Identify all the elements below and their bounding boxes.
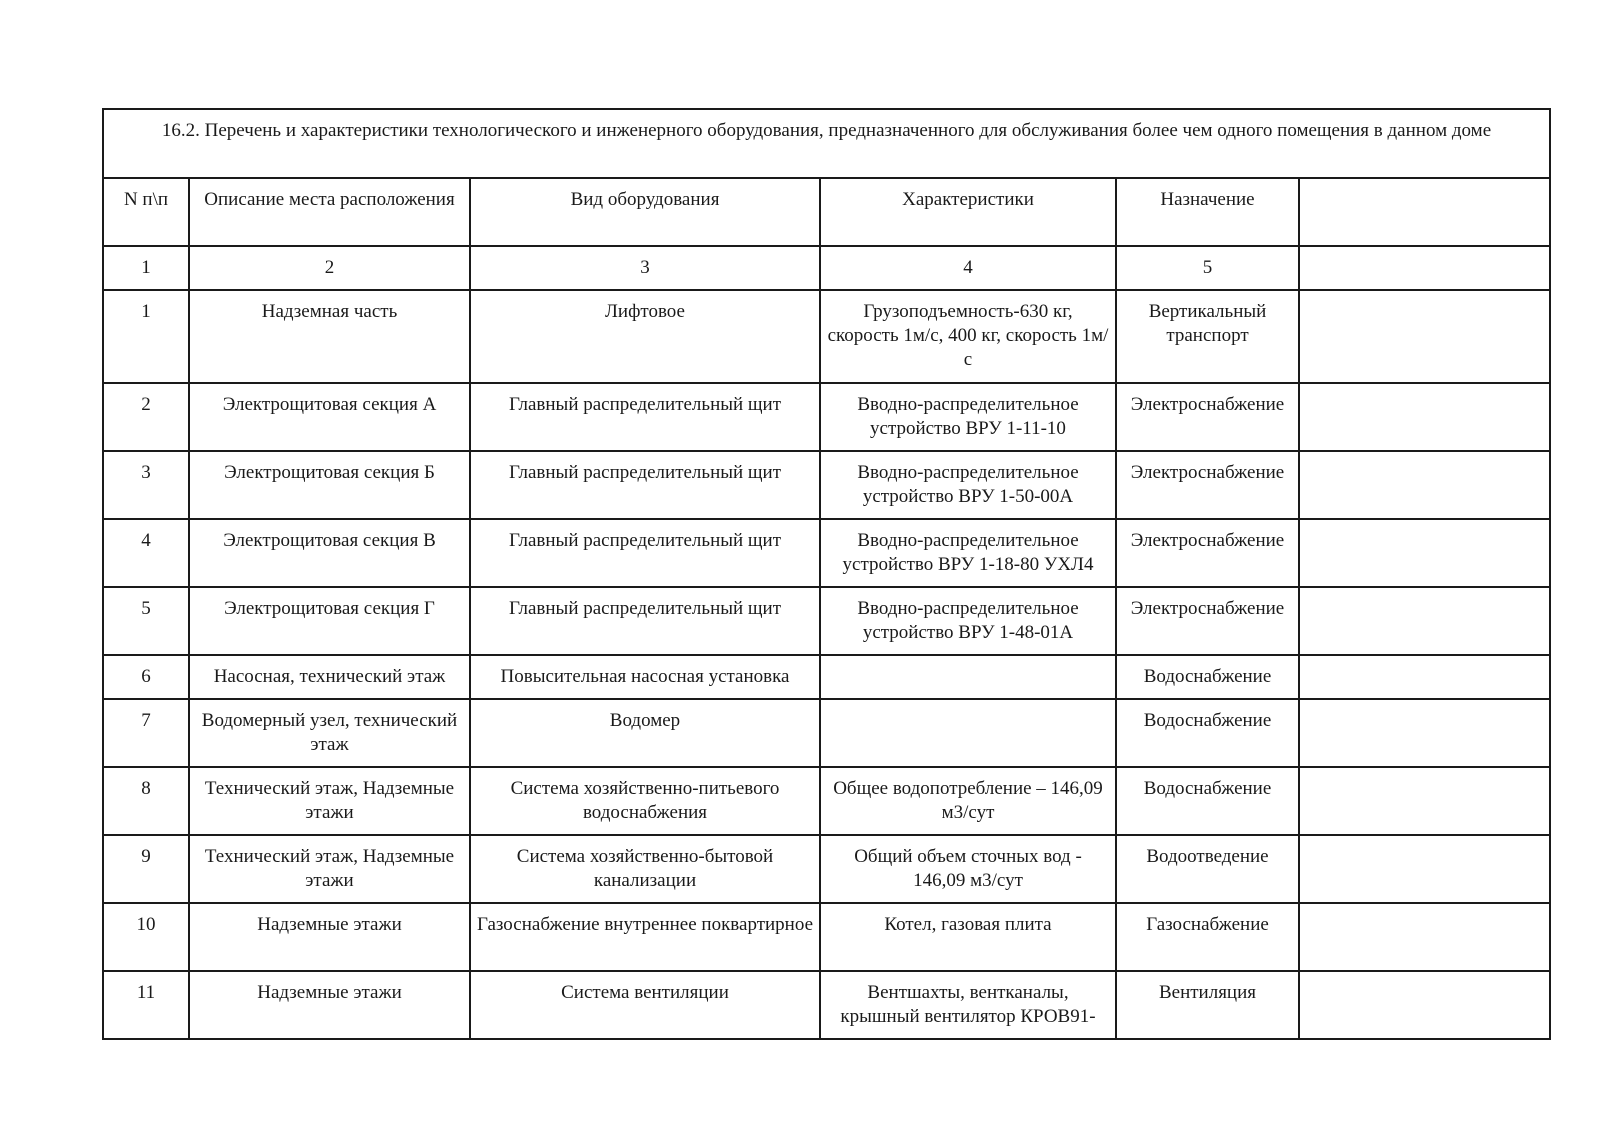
row-equipment: Повысительная насосная установка xyxy=(470,655,820,699)
row-number: 5 xyxy=(103,587,189,655)
row-purpose: Электроснабжение xyxy=(1116,519,1299,587)
row-equipment: Лифтовое xyxy=(470,290,820,383)
column-number: 1 xyxy=(103,246,189,290)
row-extra xyxy=(1299,971,1550,1039)
column-numbers-row xyxy=(103,246,1550,290)
table-title: 16.2. Перечень и характеристики технологического и инженерного оборудования, предназначенного для обслуживания более чем одного помещения в данном доме xyxy=(103,109,1550,178)
header-location: Описание места расположения xyxy=(189,178,470,246)
row-extra xyxy=(1299,587,1550,655)
equipment-table xyxy=(102,108,1551,1040)
row-number: 11 xyxy=(103,971,189,1039)
row-equipment: Газоснабжение внутреннее поквартирное xyxy=(470,903,820,971)
row-purpose: Водоснабжение xyxy=(1116,655,1299,699)
row-equipment: Главный распределительный щит xyxy=(470,451,820,519)
table-title-row xyxy=(103,109,1550,178)
table-row xyxy=(103,383,1550,451)
row-characteristics: Вводно-распределительное устройство ВРУ 1-50-00А xyxy=(820,451,1116,519)
row-purpose: Вертикальный транспорт xyxy=(1116,290,1299,383)
row-extra xyxy=(1299,903,1550,971)
row-equipment: Главный распределительный щит xyxy=(470,383,820,451)
table-row xyxy=(103,767,1550,835)
row-location: Электрощитовая секция Г xyxy=(189,587,470,655)
row-number: 3 xyxy=(103,451,189,519)
row-characteristics xyxy=(820,655,1116,699)
row-equipment: Главный распределительный щит xyxy=(470,519,820,587)
row-location: Водомерный узел, технический этаж xyxy=(189,699,470,767)
table-row xyxy=(103,587,1550,655)
row-characteristics: Котел, газовая плита xyxy=(820,903,1116,971)
row-location: Технический этаж, Надземные этажи xyxy=(189,767,470,835)
table-row xyxy=(103,451,1550,519)
row-equipment: Водомер xyxy=(470,699,820,767)
header-purpose: Назначение xyxy=(1116,178,1299,246)
column-number: 2 xyxy=(189,246,470,290)
table-row xyxy=(103,835,1550,903)
table-row xyxy=(103,903,1550,971)
row-extra xyxy=(1299,655,1550,699)
row-number: 9 xyxy=(103,835,189,903)
row-number: 8 xyxy=(103,767,189,835)
row-extra xyxy=(1299,383,1550,451)
row-extra xyxy=(1299,451,1550,519)
row-extra xyxy=(1299,767,1550,835)
row-purpose: Электроснабжение xyxy=(1116,383,1299,451)
row-characteristics: Вентшахты, вентканалы, крышный вентилятор КРОВ91- xyxy=(820,971,1116,1039)
table-row xyxy=(103,971,1550,1039)
table-row xyxy=(103,290,1550,383)
column-number: 3 xyxy=(470,246,820,290)
column-number: 4 xyxy=(820,246,1116,290)
row-extra xyxy=(1299,519,1550,587)
row-number: 1 xyxy=(103,290,189,383)
row-characteristics: Вводно-распределительное устройство ВРУ 1-48-01А xyxy=(820,587,1116,655)
row-number: 7 xyxy=(103,699,189,767)
row-purpose: Газоснабжение xyxy=(1116,903,1299,971)
row-purpose: Водоотведение xyxy=(1116,835,1299,903)
row-equipment: Система хозяйственно-бытовой канализации xyxy=(470,835,820,903)
row-characteristics: Общее водопотребление – 146,09 м3/сут xyxy=(820,767,1116,835)
row-equipment: Система вентиляции xyxy=(470,971,820,1039)
row-location: Надземная часть xyxy=(189,290,470,383)
row-location: Электрощитовая секция А xyxy=(189,383,470,451)
table-row xyxy=(103,699,1550,767)
table-row xyxy=(103,519,1550,587)
row-characteristics: Грузоподъемность-630 кг, скорость 1м/с, 400 кг, скорость 1м/с xyxy=(820,290,1116,383)
row-extra xyxy=(1299,290,1550,383)
row-characteristics: Вводно-распределительное устройство ВРУ 1-18-80 УХЛ4 xyxy=(820,519,1116,587)
row-characteristics: Вводно-распределительное устройство ВРУ 1-11-10 xyxy=(820,383,1116,451)
row-location: Электрощитовая секция В xyxy=(189,519,470,587)
row-characteristics: Общий объем сточных вод - 146,09 м3/сут xyxy=(820,835,1116,903)
row-location: Надземные этажи xyxy=(189,971,470,1039)
header-characteristics: Характеристики xyxy=(820,178,1116,246)
header-extra xyxy=(1299,178,1550,246)
row-location: Электрощитовая секция Б xyxy=(189,451,470,519)
row-location: Технический этаж, Надземные этажи xyxy=(189,835,470,903)
row-extra xyxy=(1299,835,1550,903)
row-equipment: Главный распределительный щит xyxy=(470,587,820,655)
row-number: 6 xyxy=(103,655,189,699)
column-number: 5 xyxy=(1116,246,1299,290)
row-characteristics xyxy=(820,699,1116,767)
row-equipment: Система хозяйственно-питьевого водоснабжения xyxy=(470,767,820,835)
table-row xyxy=(103,655,1550,699)
table-header-row xyxy=(103,178,1550,246)
row-location: Насосная, технический этаж xyxy=(189,655,470,699)
row-extra xyxy=(1299,699,1550,767)
row-number: 10 xyxy=(103,903,189,971)
header-equipment: Вид оборудования xyxy=(470,178,820,246)
row-purpose: Водоснабжение xyxy=(1116,699,1299,767)
row-number: 2 xyxy=(103,383,189,451)
row-number: 4 xyxy=(103,519,189,587)
header-number: N п\п xyxy=(103,178,189,246)
row-purpose: Вентиляция xyxy=(1116,971,1299,1039)
row-purpose: Электроснабжение xyxy=(1116,587,1299,655)
row-purpose: Водоснабжение xyxy=(1116,767,1299,835)
column-number xyxy=(1299,246,1550,290)
row-purpose: Электроснабжение xyxy=(1116,451,1299,519)
row-location: Надземные этажи xyxy=(189,903,470,971)
